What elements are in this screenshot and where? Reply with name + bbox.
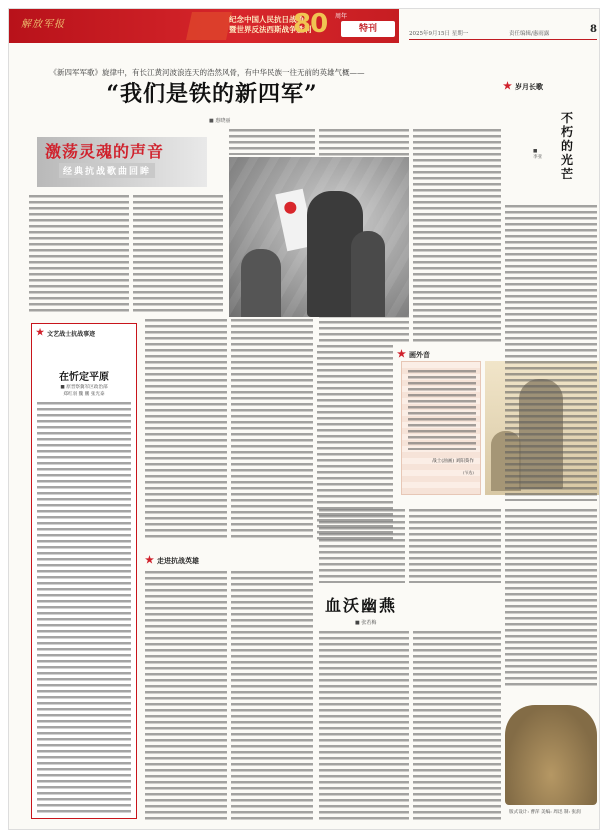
dateline xyxy=(409,24,597,40)
special-issue-banner xyxy=(9,9,399,43)
star-icon: ★ xyxy=(145,555,154,566)
star-icon: ★ xyxy=(36,328,45,338)
special-badge: 特刊 xyxy=(341,21,395,37)
anniversary-line-1: 纪念中国人民抗日战争 xyxy=(229,15,304,24)
text-column xyxy=(505,205,597,501)
text-column xyxy=(229,129,315,155)
text-column xyxy=(231,319,313,541)
sculpture-image xyxy=(505,705,597,805)
eighty-number: 80 xyxy=(293,9,328,39)
article2-tag xyxy=(145,555,199,566)
ribbon-subtitle: 经典抗战歌曲回眸 xyxy=(59,163,155,178)
text-column xyxy=(413,631,501,821)
text-column xyxy=(145,319,227,541)
poem-source: (节选) xyxy=(462,470,474,475)
box-source: ■ 原晋察冀军区政治部 xyxy=(60,385,108,390)
text-column xyxy=(319,631,409,821)
historical-photo xyxy=(229,157,409,317)
newspaper-logo: 解放军报 xyxy=(21,19,65,30)
box-title: 在忻定平原 xyxy=(59,372,109,383)
star-icon: ★ xyxy=(397,349,406,360)
headline-kicker: 《新四军军歌》旋律中，有长江黄河波浪连天的浩然风骨，有中华民族一往无前的英雄气概—— xyxy=(49,68,365,77)
poem-lines xyxy=(408,370,476,450)
star-icon: ★ xyxy=(503,81,512,92)
section-ribbon xyxy=(37,137,207,187)
page-headline: “我们是铁的新四军” xyxy=(106,81,318,107)
text-column xyxy=(505,509,597,689)
text-column xyxy=(409,509,501,583)
zhounian-label: 周年 xyxy=(335,13,348,20)
page-number: 8 xyxy=(590,24,597,35)
text-column xyxy=(29,195,129,313)
text-column xyxy=(145,571,227,821)
main-byline: ■ 惠晓丽 xyxy=(209,118,231,124)
painting-credit: 战士(油画) 刘阳葵作 xyxy=(432,459,474,464)
ribbon-title: 激荡灵魂的声音 xyxy=(45,142,165,161)
newspaper-page xyxy=(8,8,600,830)
vertical-title: 不朽的光芒 xyxy=(560,111,573,181)
article3-byline: ■ 张若梅 xyxy=(355,620,377,626)
article3-tag-label: 画外音 xyxy=(408,349,430,359)
vertical-author: ■ 李亚 xyxy=(533,149,543,160)
poem-box xyxy=(401,361,481,495)
right-section-label: 岁月长歌 xyxy=(514,81,543,91)
box-tag xyxy=(36,328,95,338)
flag-graphic xyxy=(186,12,232,40)
text-column xyxy=(133,195,223,313)
anniversary-line-2: 暨世界反法西斯战争胜利 xyxy=(229,25,312,34)
page-editor: 责任编辑/惠雨露 xyxy=(508,31,550,37)
right-section-tag xyxy=(503,81,543,92)
box-authors: 郑红羽 魏 鹏 张光泰 xyxy=(63,392,105,397)
article3-tag xyxy=(397,349,430,360)
article3-title: 血沃幽燕 xyxy=(325,596,398,615)
box-tag-label: 文艺战士抗战事迹 xyxy=(47,330,96,338)
text-column xyxy=(413,129,501,343)
box-body xyxy=(37,402,131,816)
text-column xyxy=(231,571,313,821)
footer-credit: 版式设计: 曹萍 美编: 周迅 制: 张润 xyxy=(509,810,581,815)
article2-tag-label: 走进抗战英雄 xyxy=(156,555,199,565)
boxed-article xyxy=(31,323,137,819)
text-column xyxy=(319,509,405,583)
issue-date: 2025年9月15日 星期一 xyxy=(409,31,469,37)
